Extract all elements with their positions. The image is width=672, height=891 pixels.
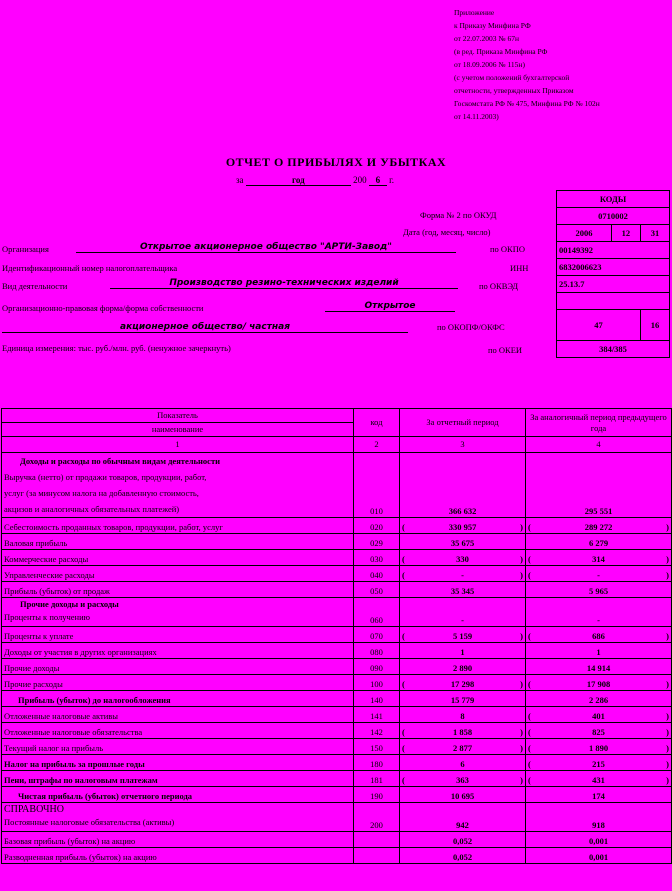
- row-name: Постоянные налоговые обязательства (активы): [4, 817, 175, 827]
- date-label: Дата (год, месяц, число): [403, 227, 491, 237]
- row-code: 181: [354, 771, 400, 787]
- row-name: Пени, штрафы по налоговым платежам: [2, 771, 354, 787]
- row-prev-cell: ( 215 ): [526, 755, 672, 771]
- row-prev: 17 908: [586, 679, 611, 689]
- row-name: Проценты к уплате: [2, 627, 354, 643]
- row-code: 060: [354, 598, 400, 627]
- row-prev: 1: [526, 643, 672, 659]
- year-suffix: г.: [389, 175, 394, 185]
- row-prev: 686: [592, 631, 605, 641]
- h-name: наименование: [2, 423, 354, 437]
- revenue-line: услуг (за минусом налога на добавленную стоимость,: [4, 488, 199, 498]
- row-code: 141: [354, 707, 400, 723]
- note-line: от 18.09.2006 № 115н): [454, 60, 525, 69]
- legal-note: [454, 6, 600, 123]
- row-cur: 15 779: [400, 691, 526, 707]
- h-current: За отчетный период: [400, 409, 526, 437]
- okpo-label: по ОКПО: [490, 244, 526, 254]
- row-cur: 330 957: [448, 522, 477, 532]
- form-label: Форма № 2 по ОКУД: [420, 210, 497, 220]
- date-day: 31: [640, 225, 669, 242]
- row-cur: 35 675: [400, 534, 526, 550]
- section-title: Доходы и расходы по обычным видам деятельности: [20, 456, 221, 466]
- row-cur-cell: ( 5 159 ): [400, 627, 526, 643]
- row-code: 080: [354, 643, 400, 659]
- row-code: 029: [354, 534, 400, 550]
- note-line: от 22.07.2003 № 67н: [454, 34, 519, 43]
- org-value: Открытое акционерное общество "АРТИ-Завод": [76, 242, 456, 253]
- row-name: Себестоимость проданных товаров, продукции, работ, услуг: [2, 518, 354, 534]
- row-prev: 289 272: [584, 522, 613, 532]
- okopf-code: 47: [557, 310, 641, 341]
- row-prev-cell: ( 289 272 ): [526, 518, 672, 534]
- year-prefix: 200: [353, 175, 367, 185]
- row-prev: 918: [526, 803, 672, 832]
- row-code: 140: [354, 691, 400, 707]
- row-prev: -: [526, 598, 672, 627]
- row-name: Прочие расходы: [2, 675, 354, 691]
- row-name: Прочие доходы: [2, 659, 354, 675]
- row-cur-cell: ( 1 858 ): [400, 723, 526, 739]
- row-prev-cell: ( 1 890 ): [526, 739, 672, 755]
- row-prev: 1 890: [588, 743, 609, 753]
- okopf-label: по ОКОПФ/ОКФС: [437, 322, 505, 332]
- note-line: отчетности, утвержденных Приказом: [454, 86, 574, 95]
- row-cur: 363: [456, 775, 469, 785]
- note-line: Приложение: [454, 8, 495, 17]
- org-label: Организация: [2, 244, 49, 254]
- row-cur: 366 632: [400, 453, 526, 518]
- okpo-code: 00149392: [557, 242, 670, 259]
- row-prev: 825: [592, 727, 605, 737]
- date-year: 2006: [557, 225, 612, 242]
- row-cur: 0,052: [400, 832, 526, 848]
- note-line: (в ред. Приказа Минфина РФ: [454, 47, 548, 56]
- report-period: [236, 175, 394, 186]
- note-line: Госкомстата РФ № 475, Минфина РФ № 102н: [454, 99, 600, 108]
- row-code: 070: [354, 627, 400, 643]
- row-cur-cell: ( 330 957 ): [400, 518, 526, 534]
- row-prev: 314: [592, 554, 605, 564]
- row-prev-cell: ( 431 ): [526, 771, 672, 787]
- row-prev: 0,001: [526, 848, 672, 864]
- row-prev: 6 279: [526, 534, 672, 550]
- row-prev-cell: ( 401 ): [526, 707, 672, 723]
- note-line: от 14.11.2003): [454, 112, 499, 121]
- okei-code: 384/385: [557, 341, 670, 358]
- codes-header: КОДЫ: [557, 191, 670, 208]
- row-prev: 295 551: [526, 453, 672, 518]
- period-value: год: [246, 175, 351, 186]
- activity-value: Производство резино-технических изделий: [110, 278, 458, 289]
- date-month: 12: [611, 225, 640, 242]
- row-code: 180: [354, 755, 400, 771]
- row-name: Проценты к получению: [4, 612, 90, 622]
- row-prev-cell: ( 686 ): [526, 627, 672, 643]
- row-prev: 0,001: [526, 832, 672, 848]
- row-prev-cell: ( - ): [526, 566, 672, 582]
- row-prev-cell: ( 17 908 ): [526, 675, 672, 691]
- row-name: Чистая прибыль (убыток) отчетного периода: [2, 787, 354, 803]
- row-prev: 215: [592, 759, 605, 769]
- inn-code: 6832006623: [557, 259, 670, 276]
- inn-label: ИНН: [510, 263, 529, 273]
- okud-code: 0710002: [557, 208, 670, 225]
- row-name: Доходы от участия в других организациях: [2, 643, 354, 659]
- row-code: [354, 832, 400, 848]
- reference-cell: [2, 803, 354, 832]
- opf-value-2: акционерное общество/ частная: [2, 322, 408, 333]
- row-cur-cell: ( 330 ): [400, 550, 526, 566]
- row-name: Управленческие расходы: [2, 566, 354, 582]
- row-name: Отложенные налоговые активы: [2, 707, 354, 723]
- h-prev: За аналогичный период предыдущего года: [526, 409, 672, 437]
- okved-label: по ОКВЭД: [479, 281, 519, 291]
- row-prev: 174: [526, 787, 672, 803]
- row-name: Прибыль (убыток) до налогообложения: [2, 691, 354, 707]
- section-title: Прочие доходы и расходы: [20, 599, 119, 609]
- col-num: 4: [526, 437, 672, 453]
- report-title: ОТЧЕТ О ПРИБЫЛЯХ И УБЫТКАХ: [225, 155, 447, 169]
- row-prev: 5 965: [526, 582, 672, 598]
- row-cur: -: [400, 598, 526, 627]
- row-name: Базовая прибыль (убыток) на акцию: [2, 832, 354, 848]
- row-cur: 6: [400, 755, 526, 771]
- reference-title: СПРАВОЧНО: [4, 804, 64, 815]
- row-code: 030: [354, 550, 400, 566]
- row-prev: 431: [592, 775, 605, 785]
- row-code: 190: [354, 787, 400, 803]
- row-code: 020: [354, 518, 400, 534]
- row-name: Разводненная прибыль (убыток) на акцию: [2, 848, 354, 864]
- okei-label: по ОКЕИ: [488, 345, 523, 355]
- row-cur-cell: ( - ): [400, 566, 526, 582]
- note-line: к Приказу Минфина РФ: [454, 21, 531, 30]
- row-cur-cell: ( 2 877 ): [400, 739, 526, 755]
- period-prefix: за: [236, 175, 244, 185]
- year-value: 6: [369, 175, 387, 186]
- revenue-cell: [2, 453, 354, 518]
- row-name: Коммерческие расходы: [2, 550, 354, 566]
- row-code: 200: [354, 803, 400, 832]
- col-num: 2: [354, 437, 400, 453]
- row-cur: 2 890: [400, 659, 526, 675]
- col-num: 3: [400, 437, 526, 453]
- okved-code: 25.13.7: [557, 276, 670, 293]
- row-cur: 942: [400, 803, 526, 832]
- report-table: [1, 408, 672, 864]
- row-cur-cell: ( 17 298 ): [400, 675, 526, 691]
- okfs-code: 16: [640, 310, 669, 341]
- note-line: (с учетом положений бухгалтерской: [454, 73, 570, 82]
- row-code: 100: [354, 675, 400, 691]
- revenue-line: акцизов и аналогичных обязательных платежей): [4, 504, 180, 514]
- row-name: Отложенные налоговые обязательства: [2, 723, 354, 739]
- row-code: 050: [354, 582, 400, 598]
- section2-cell: [2, 598, 354, 627]
- row-cur: 2 877: [452, 743, 473, 753]
- row-cur: 17 298: [450, 679, 475, 689]
- codes-spacer: [557, 293, 670, 310]
- row-name: Текущий налог на прибыль: [2, 739, 354, 755]
- activity-label: Вид деятельности: [2, 281, 68, 291]
- revenue-line: Выручка (нетто) от продажи товаров, продукции, работ,: [4, 472, 207, 482]
- row-code: 142: [354, 723, 400, 739]
- row-code: 090: [354, 659, 400, 675]
- row-code: [354, 848, 400, 864]
- row-name: Прибыль (убыток) от продаж: [2, 582, 354, 598]
- row-code: 040: [354, 566, 400, 582]
- row-cur: 1 858: [452, 727, 473, 737]
- row-prev-cell: ( 314 ): [526, 550, 672, 566]
- codes-box: [556, 190, 670, 358]
- row-code: 010: [354, 453, 400, 518]
- unit-label: Единица измерения: тыс. руб./млн. руб. (ненужное зачеркнуть): [2, 343, 231, 353]
- row-code: 150: [354, 739, 400, 755]
- row-cur: -: [461, 570, 464, 580]
- h-indicator: Показатель: [2, 409, 354, 423]
- row-prev: 2 286: [526, 691, 672, 707]
- row-prev: 14 914: [526, 659, 672, 675]
- row-prev: 401: [592, 711, 605, 721]
- row-name: Налог на прибыль за прошлые годы: [2, 755, 354, 771]
- row-cur-cell: ( 363 ): [400, 771, 526, 787]
- row-name: Валовая прибыль: [2, 534, 354, 550]
- row-cur: 8: [400, 707, 526, 723]
- row-cur: 35 345: [400, 582, 526, 598]
- row-cur: 330: [456, 554, 469, 564]
- col-num: 1: [2, 437, 354, 453]
- h-code: код: [354, 409, 400, 437]
- row-prev: -: [597, 570, 600, 580]
- row-cur: 10 695: [400, 787, 526, 803]
- row-prev-cell: ( 825 ): [526, 723, 672, 739]
- row-cur: 0,052: [400, 848, 526, 864]
- opf-value-1: Открытое: [325, 301, 455, 312]
- row-cur: 1: [400, 643, 526, 659]
- inn-label-left: Идентификационный номер налогоплательщика: [2, 263, 178, 273]
- row-cur: 5 159: [452, 631, 473, 641]
- opf-label: Организационно-правовая форма/форма собственности: [2, 303, 204, 313]
